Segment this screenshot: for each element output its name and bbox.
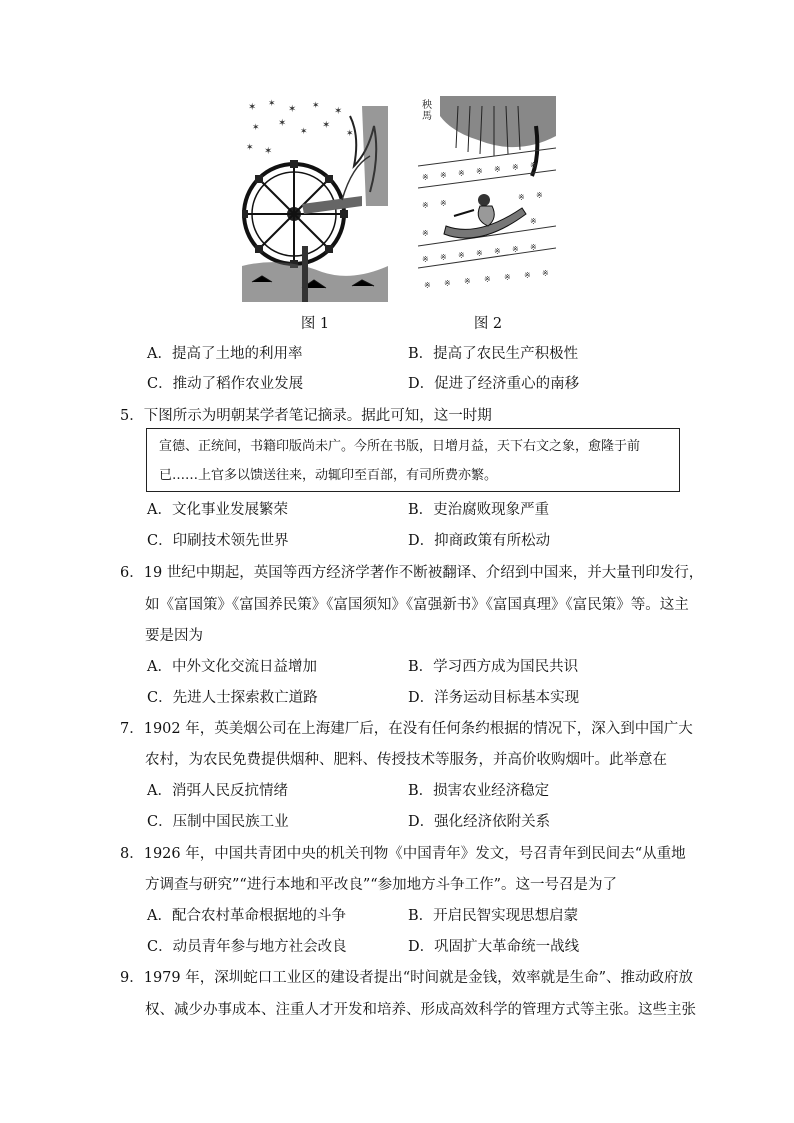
q7-option-d[interactable]: D．强化经济依附关系 (408, 814, 551, 830)
figure-2-inset-label: 秧馬 (422, 100, 436, 122)
q4-option-d[interactable]: D．促进了经济重心的南移 (408, 376, 580, 392)
svg-text:✶: ✶ (346, 129, 354, 139)
svg-text:✶: ✶ (288, 104, 297, 115)
svg-text:※: ※ (424, 281, 431, 290)
svg-text:※: ※ (494, 247, 501, 256)
q7-option-c[interactable]: C．压制中国民族工业 (147, 814, 289, 830)
q9-stem-line-1: 9．1979 年，深圳蛇口工业区的建设者提出“时间就是金钱，效率就是生命”、推动政府放 (120, 970, 694, 986)
svg-text:✶: ✶ (278, 118, 287, 129)
q6-option-d[interactable]: D．洋务运动目标基本实现 (408, 690, 580, 706)
q9-stem-line-2: 权、减少办事成本、注重人才开发和培养、形成高效科学的管理方式等主张。这些主张 (145, 1002, 696, 1018)
svg-text:✶: ✶ (264, 146, 273, 157)
svg-text:※: ※ (530, 217, 537, 226)
svg-text:※: ※ (530, 243, 537, 252)
q6-option-a[interactable]: A．中外文化交流日益增加 (147, 659, 317, 675)
svg-text:✶: ✶ (322, 120, 331, 131)
svg-text:※: ※ (458, 169, 465, 178)
svg-text:✶: ✶ (248, 102, 257, 113)
svg-text:✶: ✶ (334, 106, 343, 117)
svg-text:※: ※ (464, 277, 471, 286)
svg-text:※: ※ (530, 161, 537, 170)
q4-option-a[interactable]: A．提高了土地的利用率 (147, 346, 303, 362)
svg-text:※: ※ (536, 191, 543, 200)
figure-2-caption: 图 2 (473, 316, 503, 332)
q8-option-d[interactable]: D．巩固扩大革命统一战线 (408, 939, 580, 955)
waterwheel-illustration (242, 96, 388, 302)
svg-text:※: ※ (422, 173, 429, 182)
q5-quote-box (146, 428, 680, 492)
figure-1-caption: 图 1 (300, 316, 330, 332)
q5-quote-line-2: 已……上官多以馈送往来，动辄印至百部，有司所费亦繁。 (159, 468, 498, 483)
figures-row (0, 96, 794, 336)
q7-stem-line-2: 农村，为农民免费提供烟种、肥料、传授技术等服务，并高价收购烟叶。此举意在 (145, 752, 667, 768)
q5-option-b[interactable]: B．吏治腐败现象严重 (408, 502, 550, 518)
svg-text:※: ※ (484, 275, 491, 284)
svg-text:✶: ✶ (252, 123, 260, 133)
svg-text:※: ※ (518, 193, 525, 202)
svg-text:※: ※ (422, 229, 429, 238)
q7-stem-line-1: 7．1902 年，英美烟公司在上海建厂后，在没有任何条约根据的情况下，深入到中国广大 (120, 721, 693, 737)
q5-stem: 5．下图所示为明朝某学者笔记摘录。据此可知，这一时期 (120, 408, 492, 424)
svg-text:✶: ✶ (268, 99, 276, 109)
svg-text:※: ※ (476, 167, 483, 176)
q6-option-c[interactable]: C．先进人士探索救亡道路 (147, 690, 318, 706)
q5-option-a[interactable]: A．文化事业发展繁荣 (147, 502, 288, 518)
q7-option-a[interactable]: A．消弭人民反抗情绪 (147, 783, 288, 799)
svg-text:※: ※ (542, 269, 549, 278)
q7-option-b[interactable]: B．损害农业经济稳定 (408, 783, 550, 799)
svg-text:※: ※ (494, 165, 501, 174)
svg-text:※: ※ (476, 249, 483, 258)
q4-option-c[interactable]: C．推动了稻作农业发展 (147, 376, 304, 392)
svg-text:※: ※ (422, 201, 429, 210)
svg-text:※: ※ (512, 245, 519, 254)
seedling-horse-illustration (418, 96, 556, 302)
q6-stem-line-1: 6．19 世纪中期起，英国等西方经济学著作不断被翻译、介绍到中国来，并大量刊印发行， (120, 565, 704, 581)
svg-text:✶: ✶ (246, 143, 254, 153)
q6-option-b[interactable]: B．学习西方成为国民共识 (408, 659, 579, 675)
q8-stem-line-2: 方调查与研究”“进行本地和平改良”“参加地方斗争工作”。这一号召是为了 (145, 877, 618, 893)
q6-stem-line-2: 如《富国策》《富国养民策》《富国须知》《富强新书》《富国真理》《富民策》等。这主 (145, 597, 689, 613)
q4-option-b[interactable]: B．提高了农民生产积极性 (408, 346, 579, 362)
svg-text:※: ※ (458, 251, 465, 260)
svg-text:※: ※ (504, 273, 511, 282)
q8-stem-line-1: 8．1926 年，中国共青团中央的机关刊物《中国青年》发文，号召青年到民间去“从重地 (120, 846, 686, 862)
svg-text:※: ※ (422, 255, 429, 264)
q8-option-c[interactable]: C．动员青年参与地方社会改良 (147, 939, 347, 955)
svg-text:※: ※ (444, 279, 451, 288)
svg-text:※: ※ (512, 163, 519, 172)
q5-option-d[interactable]: D．抑商政策有所松动 (408, 533, 551, 549)
svg-text:※: ※ (440, 171, 447, 180)
svg-text:※: ※ (440, 253, 447, 262)
figure-1 (242, 96, 388, 332)
q6-stem-line-3: 要是因为 (145, 628, 203, 644)
q5-option-c[interactable]: C．印刷技术领先世界 (147, 533, 289, 549)
svg-text:※: ※ (524, 271, 531, 280)
svg-text:※: ※ (440, 199, 447, 208)
svg-text:✶: ✶ (312, 101, 320, 111)
svg-text:✶: ✶ (300, 127, 308, 137)
figure-2 (418, 96, 556, 332)
q8-option-b[interactable]: B．开启民智实现思想启蒙 (408, 908, 579, 924)
q5-quote-line-1: 宣德、正统间，书籍印版尚未广。今所在书版，日增月益，天下右文之象，愈隆于前 (159, 439, 641, 454)
q8-option-a[interactable]: A．配合农村革命根据地的斗争 (147, 908, 346, 924)
